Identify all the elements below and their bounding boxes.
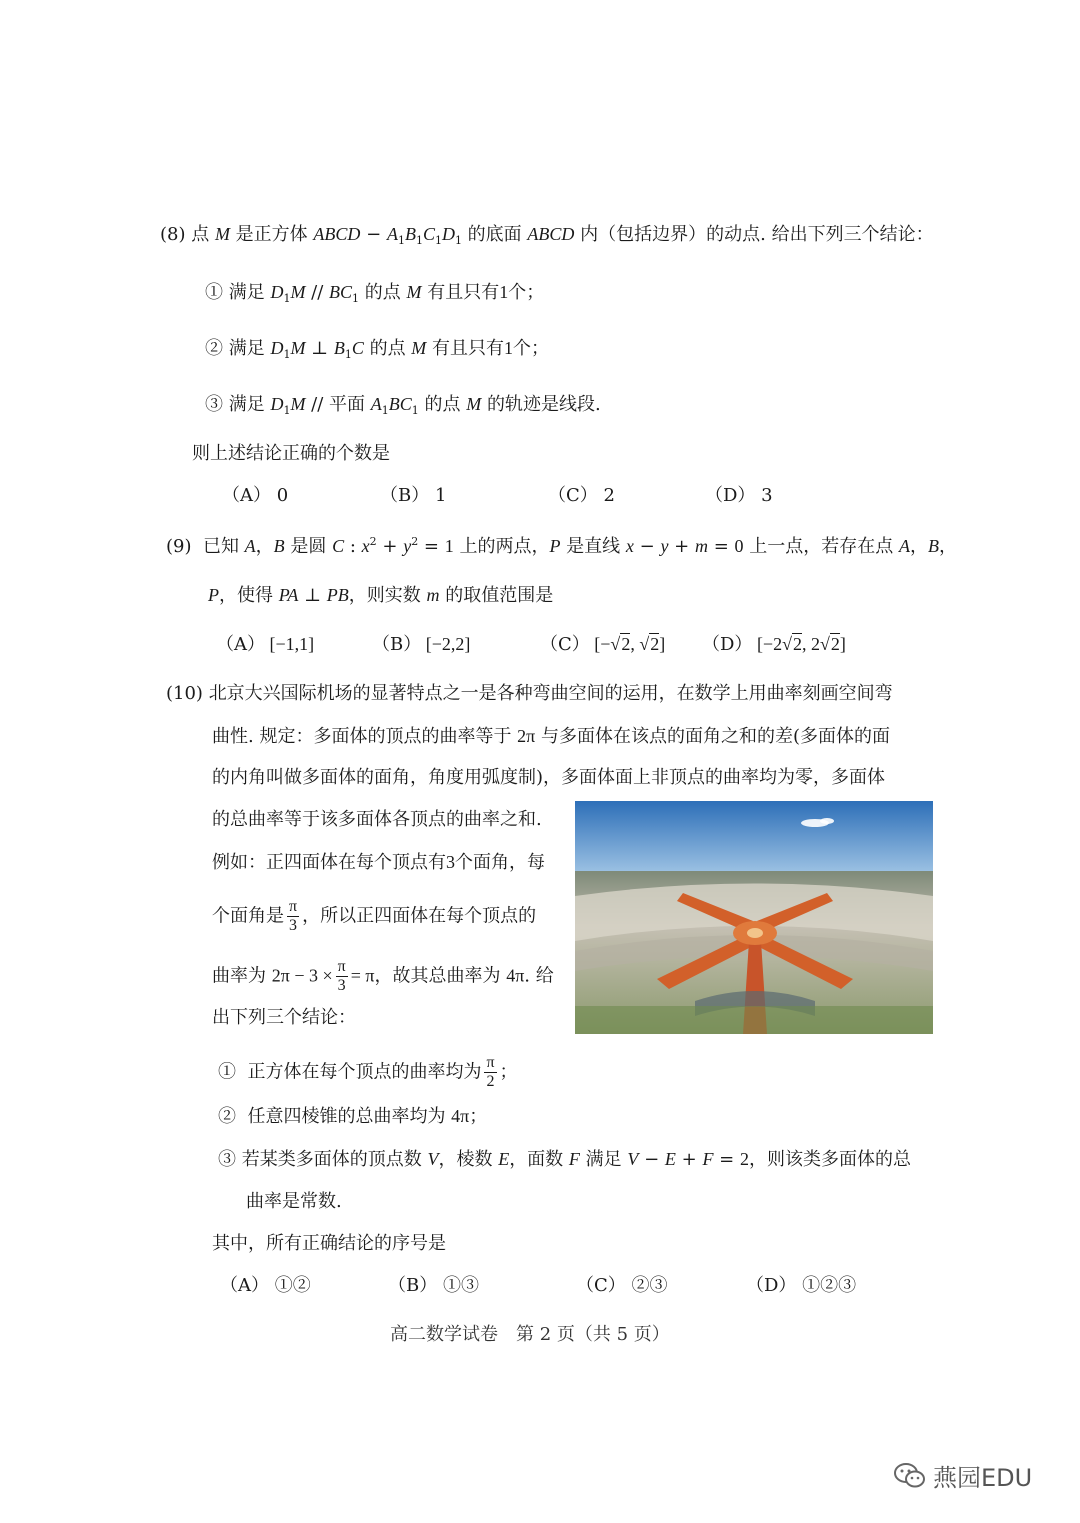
q10-conclusion-2: ② 任意四棱锥的总曲率均为 4π； xyxy=(218,1106,488,1127)
q10-stem-line3: 的内角叫做多面体的面角，角度用弧度制)，多面体面上非顶点的曲率均为零，多面体 xyxy=(212,767,886,788)
q10-option-b: （B） ①③ xyxy=(388,1275,479,1296)
q9-option-c: （C） [−√2, √2] xyxy=(540,634,666,655)
watermark-text: 燕园EDU xyxy=(933,1464,1033,1492)
q10-stem-line4: 的总曲率等于该多面体各顶点的曲率之和. xyxy=(212,809,542,830)
watermark xyxy=(893,1458,1032,1493)
q8-conclusion-3: ③ 满足 $D_1M$ // 平面 $A_1BC_1$ 的点 M 的轨迹是线段. xyxy=(205,394,601,417)
q10-stem-line5: 例如：正四面体在每个顶点有3个面角，每 xyxy=(212,852,545,873)
q10-ask: 其中，所有正确结论的序号是 xyxy=(212,1233,446,1254)
q10-stem-line1: (10) 北京大兴国际机场的显著特点之一是各种弯曲空间的运用，在数学上用曲率刻画空间弯 xyxy=(166,683,893,704)
q9-stem-line2: P，使得 PA ⊥ PB，则实数 m 的取值范围是 xyxy=(208,585,554,606)
q8-option-c: （C） 2 xyxy=(548,485,615,506)
q10-stem-line8: 出下列三个结论： xyxy=(212,1007,356,1028)
q8-ask: 则上述结论正确的个数是 xyxy=(192,443,390,464)
q9-option-a: （A） [−1,1] xyxy=(216,634,315,655)
q10-stem-line6: 个面角是 $\frac{\pi}{3}$ ，所以正四面体在每个顶点的 xyxy=(212,898,537,934)
q9-number: (9) xyxy=(166,536,192,557)
q10-stem-line2: 曲性. 规定：多面体的顶点的曲率等于 2π 与多面体在该点的面角之和的差(多面体的面 xyxy=(212,726,891,747)
airport-aerial-photo xyxy=(575,801,933,1034)
q8-stem: (8) 点 M 是正方体 ABCD − $A_1B_1C_1D_1$ 的底面 ABCD 内（包括边界）的动点. 给出下列三个结论： xyxy=(160,224,934,247)
q10-stem-line7: 曲率为 2π − 3 × $\frac{\pi}{3}$ = π，故其总曲率为 4π. 给 xyxy=(212,958,554,994)
q8-conclusion-2: ② 满足 $D_1M$ ⊥ $B_1C$ 的点 M 有且只有1个； xyxy=(205,338,550,361)
q8-option-d: （D） 3 xyxy=(705,485,773,506)
airport-photo-svg xyxy=(575,801,933,1034)
q8-number: (8) xyxy=(160,224,186,245)
q8-option-b: （B） 1 xyxy=(380,485,447,506)
q10-option-c: （C） ②③ xyxy=(576,1275,668,1296)
q10-option-d: （D） ①②③ xyxy=(746,1275,857,1296)
q10-number: (10) xyxy=(166,683,203,704)
q9-stem-line1: (9) 已知 A，B 是圆 C : $x^2 + y^2 = 1$ 上的两点，P 是直线 x − y + m = 0 上一点，若存在点 A，B， xyxy=(166,535,957,557)
wechat-icon xyxy=(893,1461,927,1491)
q10-option-a: （A） ①② xyxy=(220,1275,311,1296)
q10-conclusion-3: ③ 若某类多面体的顶点数 V，棱数 E，面数 F 满足 V − E + F = 2，则该类多面体的总 xyxy=(218,1149,911,1170)
q10-conclusion-1: ① 正方体在每个顶点的曲率均为 $\frac{\pi}{2}$ ； xyxy=(218,1054,518,1090)
q8-option-a: （A） 0 xyxy=(222,485,289,506)
q9-option-d: （D） [−2√2, 2√2] xyxy=(702,634,846,655)
q8-conclusion-1: ① 满足 $D_1M // BC_1$ 的点 M 有且只有1个； xyxy=(205,282,545,305)
page-footer: 高二数学试卷 第 2 页（共 5 页） xyxy=(390,1324,670,1345)
q10-conclusion-3-cont: 曲率是常数. xyxy=(246,1191,342,1212)
q9-option-b: （B） [−2,2] xyxy=(372,634,471,655)
